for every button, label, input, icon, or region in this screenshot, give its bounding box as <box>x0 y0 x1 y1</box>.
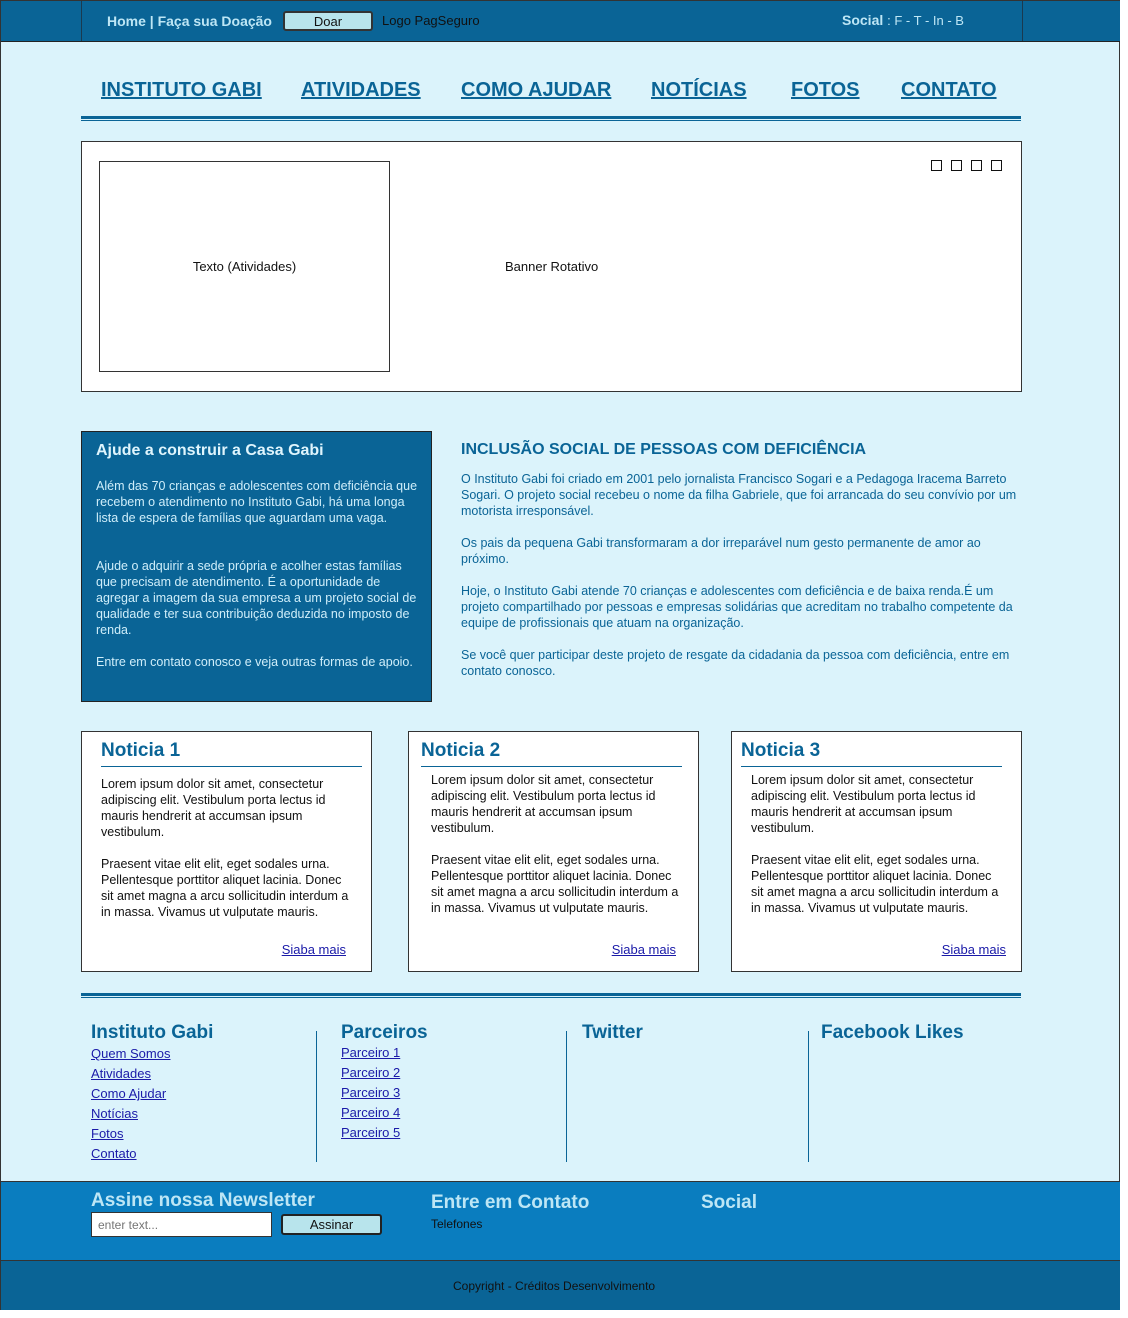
footer-link-parceiro-5[interactable]: Parceiro 5 <box>341 1125 401 1140</box>
footer-twitter-title: Twitter <box>582 1022 643 1043</box>
news-paragraph-1: Lorem ipsum dolor sit amet, consectetur adipiscing elit. Vestibulum porta lectus id mauris hendrerit at accumsan ipsum vestibulum. <box>101 777 326 839</box>
news-read-more-link[interactable]: Siaba mais <box>281 942 346 957</box>
news-paragraph-1: Lorem ipsum dolor sit amet, consectetur adipiscing elit. Vestibulum porta lectus id mauris hendrerit at accumsan ipsum vestibulum. <box>431 773 656 835</box>
news-card-1 <box>81 731 372 972</box>
footer-instituto-title: Instituto Gabi <box>91 1022 214 1043</box>
top-social-label: Social <box>842 12 884 28</box>
footer-facebook-title: Facebook Likes <box>821 1022 964 1043</box>
footer-link-quem-somos[interactable]: Quem Somos <box>91 1046 171 1061</box>
copyright-text: Copyright - Créditos Desenvolvimento <box>453 1279 656 1293</box>
donate-paragraph-1: Além das 70 crianças e adolescentes com deficiência que recebem o atendimento no Instituto Gabi, há uma longa lista de espera de famílias que aguardam uma vaga. <box>96 479 418 525</box>
pagseguro-logo: Logo PagSeguro <box>382 13 480 28</box>
footer-link-noticias[interactable]: Notícias <box>91 1106 138 1121</box>
footer-instituto-links <box>91 1046 170 1166</box>
news-card-2 <box>408 731 699 972</box>
footer-column-divider <box>316 1031 317 1162</box>
news-title: Noticia 2 <box>421 740 501 761</box>
footer-link-parceiro-3[interactable]: Parceiro 3 <box>341 1085 401 1100</box>
news-title-rule <box>101 766 362 767</box>
main-nav <box>81 79 1021 109</box>
newsletter-subscribe-button[interactable]: Assinar <box>281 1214 382 1235</box>
top-social-links[interactable]: : F - T - In - B <box>887 13 964 28</box>
footer-link-contato[interactable]: Contato <box>91 1146 137 1161</box>
donate-paragraph-3: Entre em contato conosco e veja outras formas de apoio. <box>96 655 413 669</box>
news-paragraph-1: Lorem ipsum dolor sit amet, consectetur adipiscing elit. Vestibulum porta lectus id mauris hendrerit at accumsan ipsum vestibulum. <box>751 773 976 835</box>
intro-paragraph-2: Os pais da pequena Gabi transformaram a dor irreparável num gesto permanente de amor ao próximo. <box>461 536 981 566</box>
banner-dot-4[interactable] <box>991 160 1002 171</box>
footer-link-como-ajudar[interactable]: Como Ajudar <box>91 1086 167 1101</box>
intro-paragraph-1: O Instituto Gabi foi criado em 2001 pelo jornalista Francisco Sogari e a Pedagoga Iracema Barreto Sogari. O projeto social recebeu o nome da filha Gabriele, que foi arrancada do seu convívio por um motorista irresponsável. <box>461 472 1017 518</box>
footer-link-fotos[interactable]: Fotos <box>91 1126 124 1141</box>
intro-paragraph-4: Se você quer participar deste projeto de resgate da cidadania da pessoa com deficiência, entre em contato conosco. <box>461 648 1010 678</box>
intro-section <box>461 441 1026 678</box>
intro-title: INCLUSÃO SOCIAL DE PESSOAS COM DEFICIÊNCIA <box>461 441 867 458</box>
nav-item-fotos[interactable]: FOTOS <box>791 79 860 101</box>
donate-paragraph-2: Ajude o adquirir a sede própria e acolher estas famílias que precisam de atendimento. É a oportunidade de agregar a imagem da sua empresa a um projeto social de qualidade e ter sua contribuição deduzida no imposto de renda. <box>96 559 417 637</box>
rotating-banner[interactable] <box>81 141 1022 392</box>
newsletter-band <box>1 1181 1120 1261</box>
top-links[interactable]: Home | Faça sua Doação <box>107 13 272 29</box>
news-title-rule <box>421 766 682 767</box>
nav-divider-thin <box>81 120 1021 121</box>
footer-column-divider <box>566 1031 567 1162</box>
news-title-rule <box>741 766 1002 767</box>
news-title: Noticia 3 <box>741 740 821 761</box>
nav-item-contato[interactable]: CONTATO <box>901 79 997 101</box>
nav-item-atividades[interactable]: ATIVIDADES <box>301 79 421 101</box>
newsletter-input[interactable] <box>91 1212 272 1237</box>
intro-paragraph-3: Hoje, o Instituto Gabi atende 70 crianças e adolescentes com deficiência e de baixa renda.É um projeto compartilhado por pessoas e empresas solidárias que acreditam no trabalho competente da equipe de profissionais que atuam na organização. <box>461 584 1013 630</box>
nav-divider <box>81 116 1021 119</box>
news-title: Noticia 1 <box>101 740 181 761</box>
footer-parceiros-links <box>341 1045 400 1145</box>
footer-column-divider <box>808 1031 809 1162</box>
top-social <box>842 12 964 28</box>
footer-link-parceiro-4[interactable]: Parceiro 4 <box>341 1105 401 1120</box>
band-social-title: Social <box>701 1192 757 1213</box>
contact-title: Entre em Contato <box>431 1192 590 1213</box>
donate-button[interactable]: Doar <box>283 11 373 31</box>
footer-link-atividades[interactable]: Atividades <box>91 1066 151 1081</box>
top-bar-inner <box>81 1 1023 41</box>
news-read-more-link[interactable]: Siaba mais <box>611 942 676 957</box>
footer-divider-thin <box>81 997 1021 998</box>
news-paragraph-2: Praesent vitae elit elit, eget sodales urna. Pellentesque porttitor aliquet lacinia. Donec sit amet magna a arcu sollicitudin interdum a in massa. Vivamus ut vulputate mauris. <box>101 857 349 919</box>
nav-item-instituto-gabi[interactable]: INSTITUTO GABI <box>101 79 262 101</box>
banner-text-box <box>99 161 390 372</box>
news-paragraph-2: Praesent vitae elit elit, eget sodales urna. Pellentesque porttitor aliquet lacinia. Donec sit amet magna a arcu sollicitudin interdum a in massa. Vivamus ut vulputate mauris. <box>431 853 679 915</box>
news-paragraph-2: Praesent vitae elit elit, eget sodales urna. Pellentesque porttitor aliquet lacinia. Donec sit amet magna a arcu sollicitudin interdum a in massa. Vivamus ut vulputate mauris. <box>751 853 999 915</box>
banner-text-label: Texto (Atividades) <box>192 259 297 274</box>
banner-dot-3[interactable] <box>971 160 982 171</box>
banner-dot-1[interactable] <box>931 160 942 171</box>
footer-link-parceiro-1[interactable]: Parceiro 1 <box>341 1045 401 1060</box>
banner-dot-2[interactable] <box>951 160 962 171</box>
footer-divider <box>81 993 1021 996</box>
news-card-3 <box>731 731 1022 972</box>
donate-box <box>81 431 432 702</box>
nav-item-como-ajudar[interactable]: COMO AJUDAR <box>461 79 612 101</box>
footer-parceiros-title: Parceiros <box>341 1022 428 1043</box>
contact-phones: Telefones <box>431 1217 483 1231</box>
banner-label: Banner Rotativo <box>505 259 599 274</box>
newsletter-title: Assine nossa Newsletter <box>91 1190 315 1211</box>
news-read-more-link[interactable]: Siaba mais <box>941 942 1006 957</box>
top-bar <box>1 1 1120 42</box>
donate-box-title: Ajude a construir a Casa Gabi <box>96 442 324 459</box>
nav-item-noticias[interactable]: NOTÍCIAS <box>651 79 747 101</box>
footer-link-parceiro-2[interactable]: Parceiro 2 <box>341 1065 401 1080</box>
copyright-bar <box>1 1261 1120 1310</box>
